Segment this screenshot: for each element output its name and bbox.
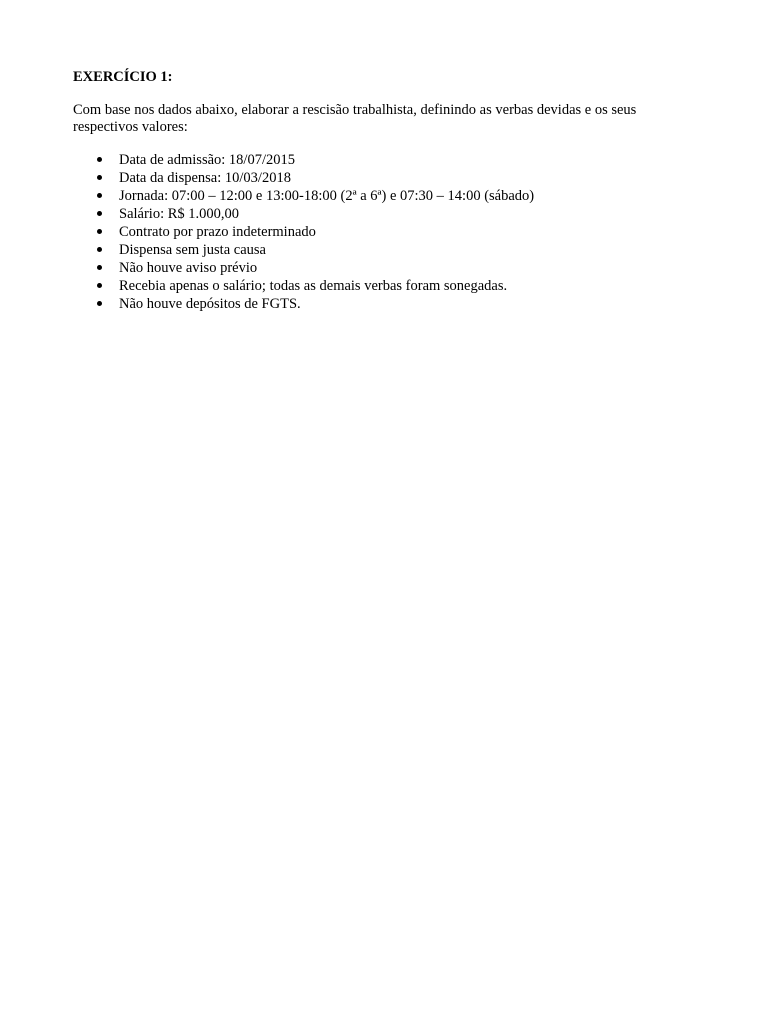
fact-salary: Salário: R$ 1.000,00 — [119, 206, 240, 222]
bullet-dot-icon — [95, 187, 105, 205]
fact-dismissal-date: Data da dispensa: 10/03/2018 — [119, 170, 291, 186]
fact-dismissal-type: Dispensa sem justa causa — [119, 242, 266, 258]
bullet-dot-icon — [95, 295, 105, 313]
list-item — [73, 277, 693, 295]
document-body — [73, 68, 693, 313]
bullet-dot-icon — [95, 151, 105, 169]
bullet-dot-icon — [95, 241, 105, 259]
facts-list — [73, 151, 693, 313]
fact-work-schedule: Jornada: 07:00 – 12:00 e 13:00-18:00 (2ª a 6ª) e 07:30 – 14:00 (sábado) — [119, 188, 535, 204]
exercise-heading: EXERCÍCIO 1: — [73, 69, 173, 85]
list-item — [73, 151, 693, 169]
list-item — [73, 205, 693, 223]
list-item — [73, 169, 693, 187]
fact-fgts: Não houve depósitos de FGTS. — [119, 296, 301, 312]
bullet-dot-icon — [95, 223, 105, 241]
bullet-dot-icon — [95, 277, 105, 295]
fact-contract-type: Contrato por prazo indeterminado — [119, 224, 316, 240]
bullet-dot-icon — [95, 205, 105, 223]
fact-admission-date: Data de admissão: 18/07/2015 — [119, 152, 295, 168]
list-item — [73, 241, 693, 259]
list-item — [73, 259, 693, 277]
bullet-dot-icon — [95, 169, 105, 187]
fact-notice: Não houve aviso prévio — [119, 260, 258, 276]
bullet-dot-icon — [95, 259, 105, 277]
list-item — [73, 295, 693, 313]
list-item — [73, 187, 693, 205]
list-item — [73, 223, 693, 241]
exercise-intro: Com base nos dados abaixo, elaborar a rescisão trabalhista, definindo as verbas devidas e os seus respectivos valores: — [73, 102, 637, 135]
fact-payments: Recebia apenas o salário; todas as demais verbas foram sonegadas. — [119, 278, 508, 294]
